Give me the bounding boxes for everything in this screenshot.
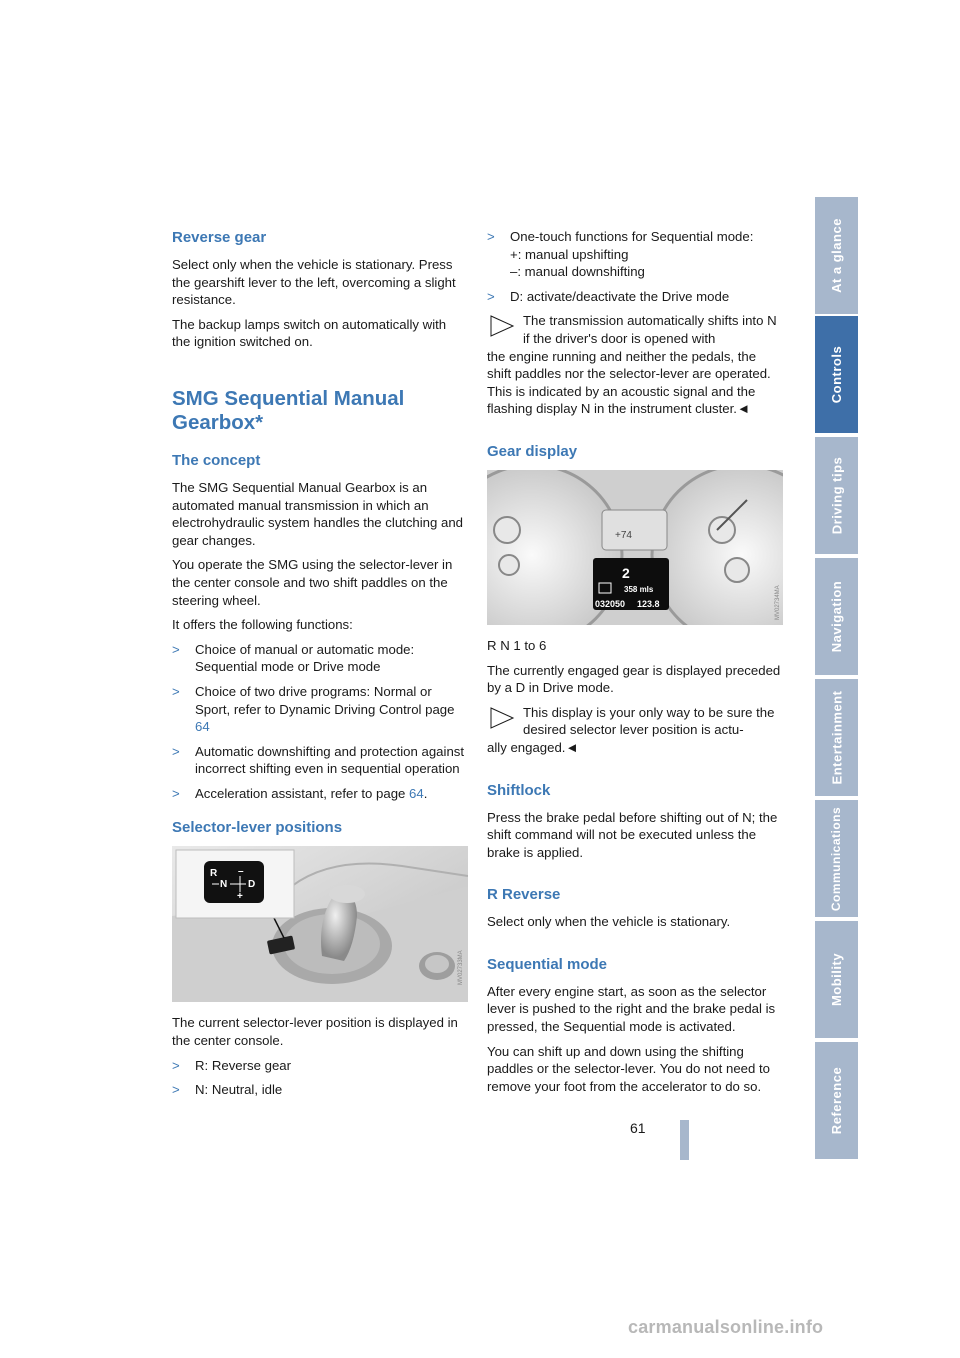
- selector-d-label: D: [248, 879, 256, 891]
- page-link-64[interactable]: 64: [195, 719, 210, 735]
- left-column: [172, 228, 468, 1106]
- list-item: > Choice of two drive programs: Normal or Sport, refer to Dynamic Driving Control page 64: [172, 683, 455, 735]
- watermark: carmanualsonline.info: [628, 1317, 824, 1337]
- selector-n-label: N: [220, 879, 228, 891]
- upshift-label: +: manual upshifting: [510, 246, 629, 262]
- odometer-readout: 032050: [595, 598, 626, 609]
- bullet-marker: >: [172, 683, 180, 699]
- r-reverse-heading: R Reverse: [487, 886, 561, 904]
- note-auto-neutral: The transmission automatically shifts into N if the driver's door is opened with: [487, 312, 783, 347]
- r-reverse-paragraph: Select only when the vehicle is stationary.: [487, 914, 731, 930]
- tab-mobility[interactable]: Mobility: [815, 921, 858, 1038]
- list-item: > One-touch functions for Sequential mode: +: manual upshifting –: manual downshifting: [487, 229, 754, 280]
- instrument-cluster-illustration: [487, 470, 783, 625]
- gear-digit: 2: [622, 564, 630, 581]
- positions-list-left: [172, 1057, 468, 1099]
- range-readout: 358 mls: [624, 584, 654, 594]
- shiftlock-heading: Shiftlock: [487, 781, 551, 799]
- smg-heading: SMG Sequential Manual Gearbox*: [172, 386, 405, 434]
- gear-display-paragraph-2: The currently engaged gear is displayed preceded by a D in Drive mode.: [487, 662, 781, 696]
- tab-reference[interactable]: Reference: [815, 1042, 858, 1159]
- tab-driving-tips[interactable]: Driving tips: [815, 437, 858, 554]
- bullet-marker: >: [172, 743, 180, 759]
- page-number: 61: [630, 1120, 646, 1136]
- selector-lever-illustration: [172, 846, 468, 1002]
- selector-minus-label: –: [238, 866, 244, 878]
- reverse-gear-heading: Reverse gear: [172, 229, 267, 246]
- sequential-mode-paragraph-2: You can shift up and down using the shifting paddles or the selector-lever. You do not need to remove your foot from the accelerator to do so.: [487, 1043, 771, 1094]
- note-gear-display: This display is your only way to be sure the desired selector lever position is actu-: [487, 704, 783, 739]
- bullet-marker: >: [172, 785, 180, 801]
- sequential-mode-heading: Sequential mode: [487, 955, 608, 973]
- bullet-marker: >: [172, 1057, 180, 1073]
- tab-navigation[interactable]: Navigation: [815, 558, 858, 675]
- list-item: > R: Reverse gear: [172, 1057, 292, 1073]
- reverse-gear-paragraph-2: The backup lamps switch on automatically with the ignition switched on.: [172, 316, 447, 350]
- selector-paragraph: The current selector-lever position is displayed in the center console.: [172, 1015, 458, 1049]
- page-number-bar: [680, 1120, 689, 1160]
- concept-heading: The concept: [172, 451, 261, 469]
- tab-controls[interactable]: Controls: [815, 316, 858, 433]
- bullet-marker: >: [487, 288, 495, 304]
- temp-readout: +74: [615, 529, 632, 541]
- bullet-marker: >: [487, 229, 495, 244]
- gear-display-paragraph-1: R N 1 to 6: [487, 637, 547, 653]
- trip-readout: 123.8: [637, 598, 660, 609]
- figure-code: MV02734MA: [775, 585, 781, 620]
- list-item: > Choice of manual or automatic mode: Sequential mode or Drive mode: [172, 641, 415, 675]
- selector-lever-heading: Selector-lever positions: [172, 819, 343, 837]
- right-column: [487, 228, 783, 1102]
- reverse-gear-paragraph-1: Select only when the vehicle is stationary. Press the gearshift lever to the left, overcoming a slight resistance.: [172, 257, 456, 308]
- note-icon: [487, 314, 517, 338]
- list-item: > D: activate/deactivate the Drive mode: [487, 288, 730, 304]
- tab-communications[interactable]: Communications: [815, 800, 858, 917]
- concept-paragraph-3: It offers the following functions:: [172, 617, 353, 633]
- bullet-marker: >: [172, 641, 180, 657]
- list-item: > N: Neutral, idle: [172, 1082, 283, 1098]
- downshift-label: –: manual downshifting: [510, 264, 645, 280]
- note-auto-neutral-cont2: This is indicated by an acoustic signal and the flashing display N in the instrument cluster.◄: [487, 383, 756, 417]
- list-item: > Automatic downshifting and protection against incorrect shifting even in sequential operation: [172, 743, 465, 777]
- tab-at-a-glance[interactable]: At a glance: [815, 197, 858, 314]
- positions-list-right: [487, 228, 783, 305]
- selector-plus-label: +: [237, 891, 243, 903]
- list-item: > Acceleration assistant, refer to page 64.: [172, 785, 428, 801]
- sequential-mode-paragraph-1: After every engine start, as soon as the selector lever is pushed to the right and the brake pedal is pressed, the Sequential mode is activated.: [487, 983, 776, 1035]
- note-icon: [487, 706, 517, 730]
- selector-lever-figure: [172, 846, 468, 1002]
- tab-entertainment[interactable]: Entertainment: [815, 679, 858, 796]
- figure-code: MV02733MA: [458, 950, 464, 986]
- page-link-64[interactable]: 64: [409, 785, 424, 801]
- note-auto-neutral-cont: the engine running and neither the pedals, the shift paddles nor the selector-lever are operated.: [487, 348, 771, 382]
- concept-paragraph-2: You operate the SMG using the selector-lever in the center console and two shift paddles on the steering wheel.: [172, 557, 453, 608]
- bullet-marker: >: [172, 1082, 180, 1098]
- selector-r-label: R: [210, 868, 218, 880]
- shiftlock-paragraph: Press the brake pedal before shifting out of N; the shift command will not be executed unless the brake is applied.: [487, 809, 778, 860]
- gear-display-figure: [487, 470, 783, 625]
- functions-list: [172, 641, 468, 803]
- concept-paragraph-1: The SMG Sequential Manual Gearbox is an automated manual transmission in which an electrohydraulic system handles the clutching and gear changes.: [172, 479, 464, 548]
- note-gear-display-cont: ally engaged.◄: [487, 739, 579, 755]
- gear-display-heading: Gear display: [487, 442, 578, 460]
